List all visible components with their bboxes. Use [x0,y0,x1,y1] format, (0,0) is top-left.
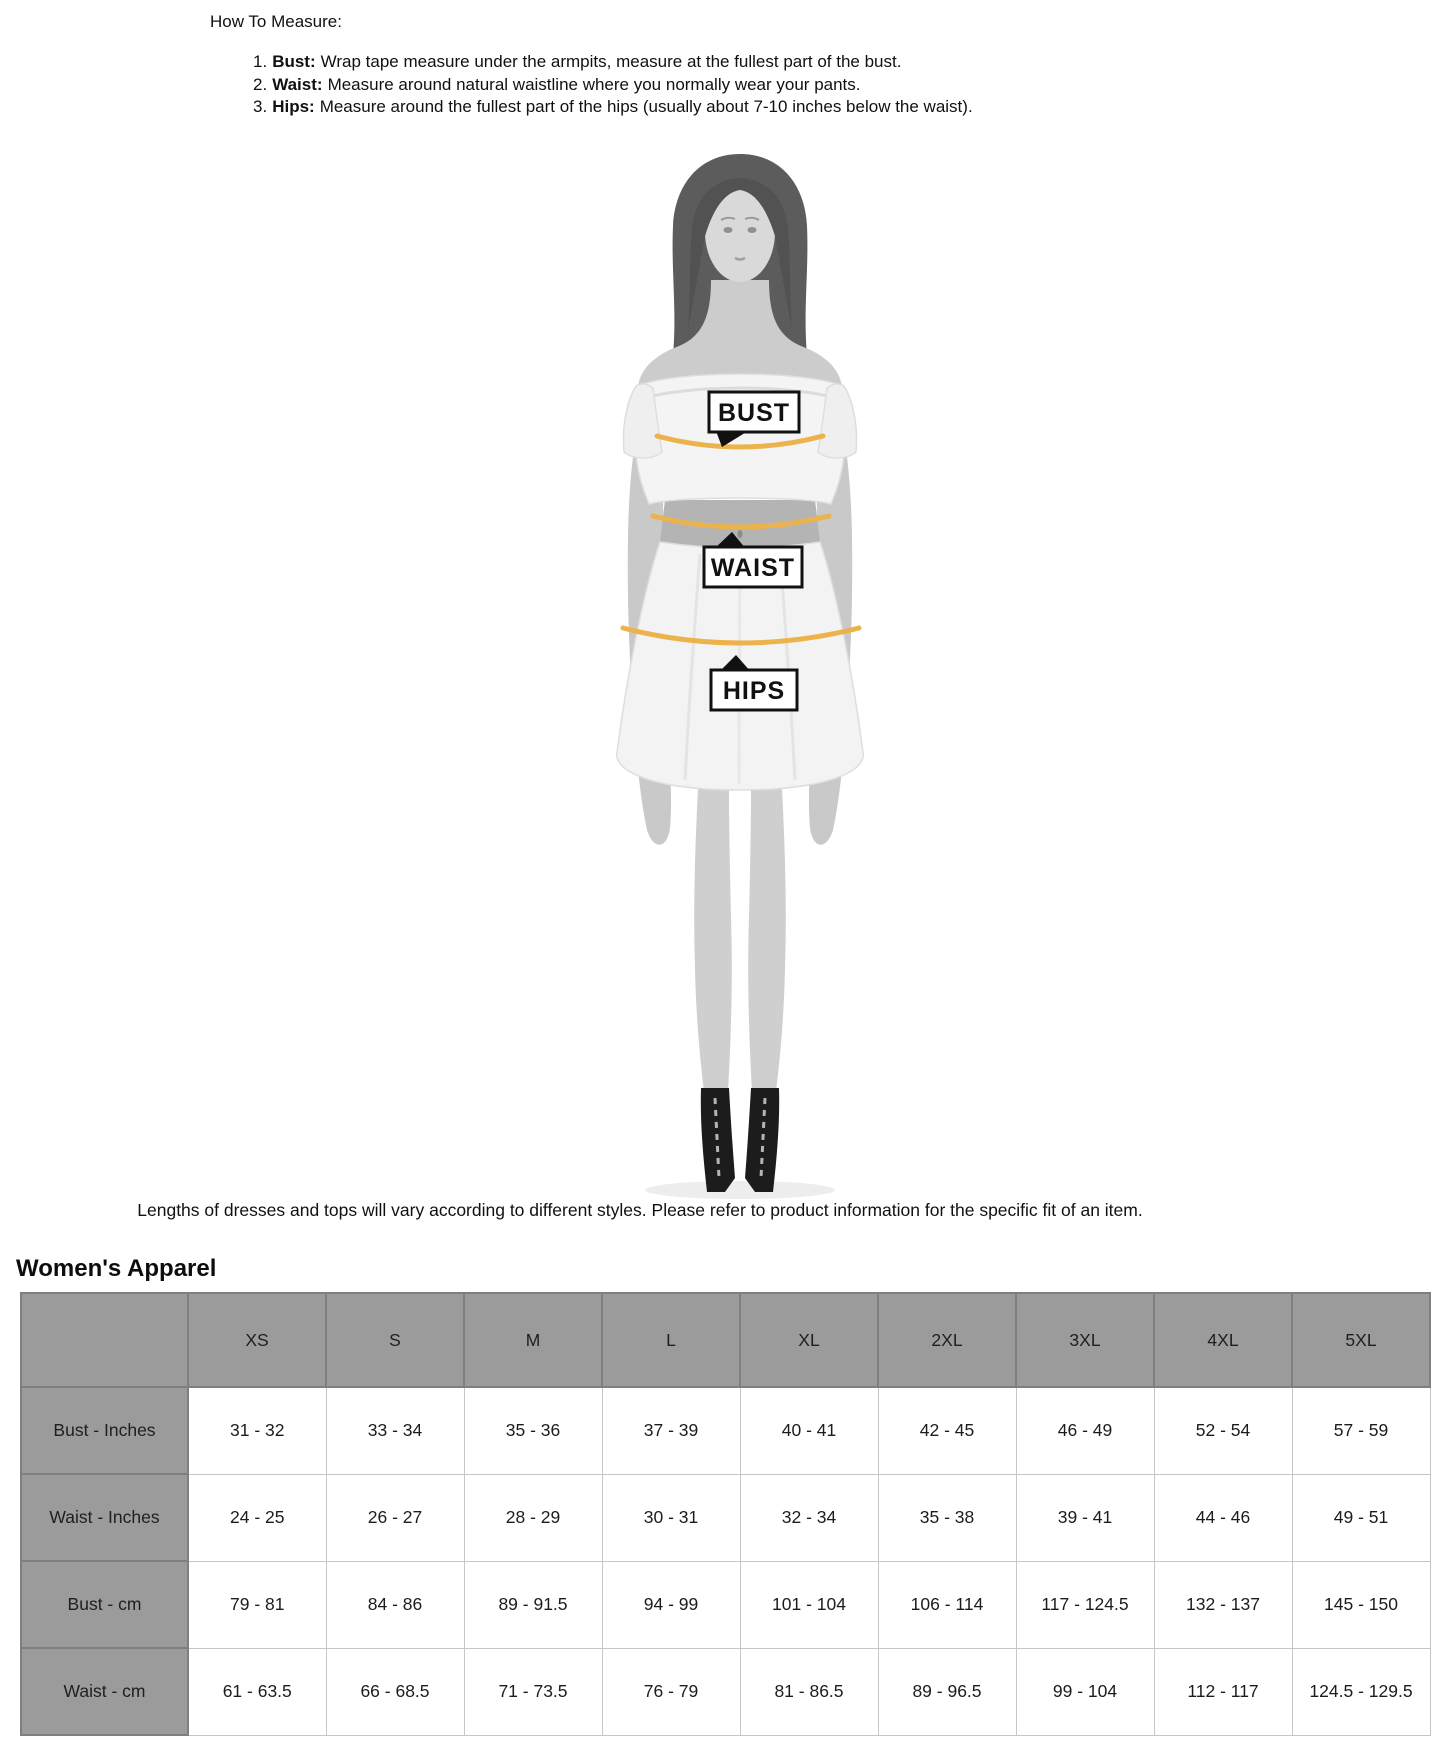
size-header-row [21,1293,1430,1387]
step-term: Bust: [272,52,316,71]
size-cell: 57 - 59 [1292,1387,1430,1474]
size-cell: 112 - 117 [1154,1648,1292,1735]
waist-label-text: WAIST [710,554,796,582]
size-cell: 35 - 38 [878,1474,1016,1561]
row-label: Waist - cm [21,1648,188,1735]
size-column-header-l: L [602,1293,740,1387]
row-label: Waist - Inches [21,1474,188,1561]
right-heel-shoe [745,1088,779,1192]
size-column-header-4xl: 4XL [1154,1293,1292,1387]
size-cell: 132 - 137 [1154,1561,1292,1648]
size-cell: 24 - 25 [188,1474,326,1561]
size-cell: 101 - 104 [740,1561,878,1648]
size-column-header-xl: XL [740,1293,878,1387]
size-cell: 39 - 41 [1016,1474,1154,1561]
how-to-measure-list [253,51,973,119]
size-cell: 40 - 41 [740,1387,878,1474]
measurement-model-figure [495,140,995,1210]
size-cell: 81 - 86.5 [740,1648,878,1735]
size-cell: 42 - 45 [878,1387,1016,1474]
size-cell: 89 - 91.5 [464,1561,602,1648]
left-heel-shoe [701,1088,735,1192]
bust-label-text: BUST [717,399,791,427]
navel [738,530,743,538]
size-cell: 44 - 46 [1154,1474,1292,1561]
size-cell: 26 - 27 [326,1474,464,1561]
step-number: 3. [253,97,268,116]
size-cell: 33 - 34 [326,1387,464,1474]
size-cell: 61 - 63.5 [188,1648,326,1735]
step-term: Hips: [272,97,315,116]
fit-disclaimer-caption: Lengths of dresses and tops will vary according to different styles. Please refer to product information for the specific fit of an item. [137,1200,1143,1220]
size-column-header-3xl: 3XL [1016,1293,1154,1387]
row-label: Bust - cm [21,1561,188,1648]
size-chart-title: Women's Apparel [16,1255,217,1282]
measure-step-hips [253,96,973,119]
size-column-header-5xl: 5XL [1292,1293,1430,1387]
size-cell: 76 - 79 [602,1648,740,1735]
size-cell: 46 - 49 [1016,1387,1154,1474]
table-row-bust-cm [21,1561,1430,1648]
size-cell: 99 - 104 [1016,1648,1154,1735]
size-cell: 124.5 - 129.5 [1292,1648,1430,1735]
step-number: 1. [253,52,268,71]
left-eye [724,227,733,233]
size-column-header-xs: XS [188,1293,326,1387]
size-cell: 52 - 54 [1154,1387,1292,1474]
womens-apparel-size-table [20,1292,1431,1736]
size-cell: 89 - 96.5 [878,1648,1016,1735]
size-cell: 49 - 51 [1292,1474,1430,1561]
size-cell: 28 - 29 [464,1474,602,1561]
size-cell: 31 - 32 [188,1387,326,1474]
how-to-measure-title: How To Measure: [210,12,342,31]
neck-shoulders [638,280,842,386]
ground-shadow [645,1181,835,1199]
size-cell: 66 - 68.5 [326,1648,464,1735]
size-cell: 37 - 39 [602,1387,740,1474]
step-description: Wrap tape measure under the armpits, measure at the fullest part of the bust. [320,52,902,71]
size-cell: 145 - 150 [1292,1561,1430,1648]
step-term: Waist: [272,74,323,94]
right-eye [748,227,757,233]
row-label: Bust - Inches [21,1387,188,1474]
size-column-header-s: S [326,1293,464,1387]
hips-label-text: HIPS [722,677,786,705]
measure-step-bust [253,51,973,74]
table-row-bust-inches [21,1387,1430,1474]
size-cell: 84 - 86 [326,1561,464,1648]
size-cell: 79 - 81 [188,1561,326,1648]
size-cell: 35 - 36 [464,1387,602,1474]
corner-header-cell [21,1293,188,1387]
measure-step-waist [253,74,973,97]
table-row-waist-inches [21,1474,1430,1561]
size-cell: 71 - 73.5 [464,1648,602,1735]
size-cell: 32 - 34 [740,1474,878,1561]
left-leg [694,788,732,1092]
step-description: Measure around natural waistline where you normally wear your pants. [327,74,861,94]
step-description: Measure around the fullest part of the hips (usually about 7-10 inches below the waist). [319,97,973,116]
step-number: 2. [253,74,268,94]
right-leg [748,788,786,1092]
model-illustration [495,140,995,1210]
size-column-header-2xl: 2XL [878,1293,1016,1387]
size-cell: 30 - 31 [602,1474,740,1561]
table-row-waist-cm [21,1648,1430,1735]
size-cell: 106 - 114 [878,1561,1016,1648]
size-cell: 94 - 99 [602,1561,740,1648]
size-cell: 117 - 124.5 [1016,1561,1154,1648]
size-column-header-m: M [464,1293,602,1387]
